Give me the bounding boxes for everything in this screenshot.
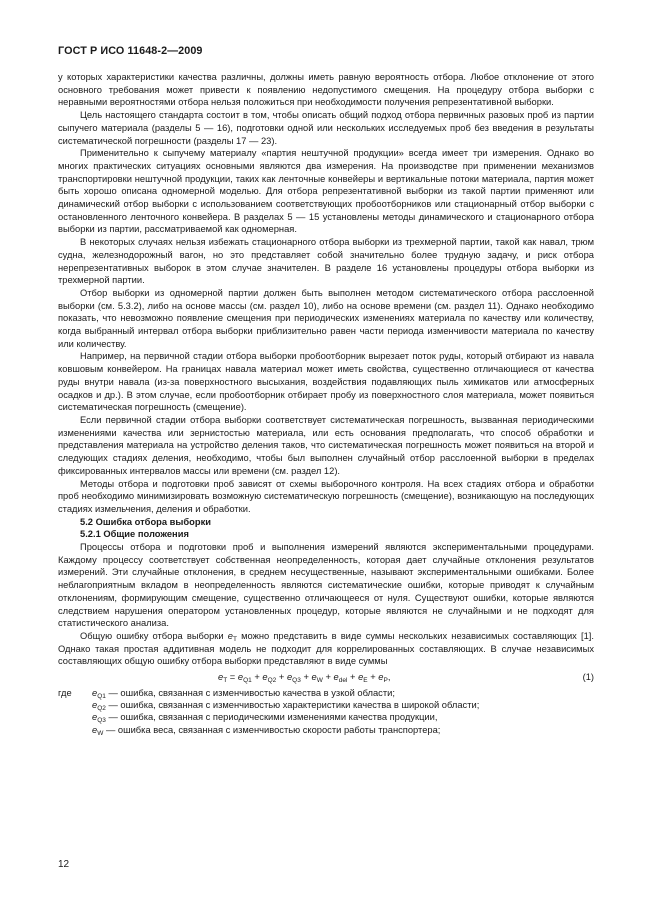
definitions-lead: где <box>58 688 72 699</box>
paragraph: Процессы отбора и подготовки проб и выполнения измерений являются экспериментальными процедурами. Каждому процессу соответствует собственная неопределенность, которая дает случайные отклонения результатов измерений. Эти случайные отклонения, в среднем несущественные, называют экспериментальными ошибками. Более неблагоприятным вкладом в неопределенность являются систематические ошибки, которые приводят к случайным отклонениям, формирующим смещение, существенно отличающееся от нуля. Существуют ошибки, которые являются следствием нарушения оператором установленных процедур, которые являются не случайными и не подходят для статистического анализа. <box>58 542 594 629</box>
page-body <box>58 71 594 736</box>
definition-text: — ошибка, связанная с изменчивостью характеристики качества в широкой области; <box>108 700 480 711</box>
section-heading-5-2-1: 5.2.1 Общие положения <box>80 529 189 540</box>
symbol-e-t: e <box>227 630 233 641</box>
document-header: ГОСТ Р ИСО 11648-2—2009 <box>58 45 203 57</box>
definition-item: $e_{Q3}$ — ошибка, связанная с периодическими изменениями качества продукции, <box>92 712 438 725</box>
paragraph-text: Общую ошибку отбора выборки <box>80 630 228 641</box>
formula <box>58 669 594 685</box>
formula-number: (1) <box>582 672 594 683</box>
paragraph-text: можно представить в виде суммы нескольких независимых составляющих [1]. Однако такая простая аддитивная модель не подходит для коррелированных составляющих. В случае независимых составляющих общую ошибку отбора выборки представляют в виде суммы <box>58 630 594 667</box>
paragraph: Применительно к сыпучему материалу «партия нештучной продукции» всегда имеет три измерения. Однако во многих практических ситуациях основными являются два измерения. На производстве при применении механизмов транспортировки нештучной продукции, таких как ленточные конвейеры и вертикальные потоки материала, партия может быть хорошо описана одномерной моделью. Для отбора репрезентативной выборки из такой партии применяют или динамический отбор выборки с использованием соответствующих пробоотборников или стационарный отбор выборки с остановленного ленточного конвейера. В разделах 5 — 15 установлены методы динамического и стационарного отбора выборки из партии, рассматриваемой как одномерная. <box>58 148 594 235</box>
formula-expression: $e_T = e_{Q1} + e_{Q2} + e_{Q3} + e_W + e_{del} + e_E + e_P$, <box>218 672 391 685</box>
definition-item: где $e_{Q1}$ — ошибка, связанная с изменчивостью качества в узкой области; <box>58 688 395 701</box>
page-number: 12 <box>58 859 70 870</box>
definition-text: — ошибка веса, связанная с изменчивостью скорости работы транспортера; <box>105 724 441 735</box>
definition-item: $e_{Q2}$ — ошибка, связанная с изменчивостью характеристики качества в широкой области; <box>92 700 480 713</box>
paragraph: В некоторых случаях нельзя избежать стационарного отбора выборки из трехмерной партии, такой как навал, трюм судна, железнодорожный вагон, но это представляет собой значительно более трудную задачу, и риск отбора нерепрезентативных выборок в этом случае значителен. В разделе 16 установлены процедуры отбора выборки из трехмерной партии. <box>58 237 594 286</box>
paragraph: Общую ошибку отбора выборки $e_T$ можно представить в виде суммы нескольких независимых составляющих [1]. Однако такая простая аддитивная модель не подходит для коррелированных составляющих. В случае независимых составляющих общую ошибку отбора выборки представляют в виде суммы <box>58 630 594 667</box>
paragraph: Отбор выборки из одномерной партии должен быть выполнен методом систематического отбора расслоенной выборки (см. 5.3.2), либо на основе массы (см. раздел 10), либо на основе времени (см. раздел 11). Однако необходимо показать, что невозможно появление смещения при периодических изменениях материала по качеству или количеству, когда выбранный интервал отбора выборки приблизительно равен части периода изменчивости материала по качеству или количеству. <box>58 287 594 349</box>
paragraph: Если первичной стадии отбора выборки соответствует систематическая погрешность, вызванная периодическими изменениями качества или зернистостью материала, или есть основания предполагать, что способ обработки и представления материала на устройство деления таков, что систематическая погрешность может появиться на второй и следующих стадиях деления, необходимо, чтобы был выполнен случайный отбор расслоенной выборки в пределах фиксированных интервалов массы или времени (см. раздел 12). <box>58 414 594 476</box>
section-heading-5-2: 5.2 Ошибка отбора выборки <box>80 516 211 527</box>
paragraph: Цель настоящего стандарта состоит в том, чтобы описать общий подход отбора первичных разовых проб из партии сыпучего материала (разделы 5 — 16), подготовки одной или нескольких исследуемых проб без введения в результаты систематической погрешности (разделы 17 — 23). <box>58 110 594 146</box>
paragraph: Методы отбора и подготовки проб зависят от схемы выборочного контроля. На всех стадиях отбора и обработки проб необходимо минимизировать возможную систематическую погрешность (смещение), возникающую на последующих стадиях измельчения, деления и обработки. <box>58 478 594 514</box>
paragraph: Например, на первичной стадии отбора выборки пробоотборник вырезает поток руды, который отбирают из навала ковшовым конвейером. На границах навала материал может иметь свойства, существенно отличающиеся от качества руды внутри навала (из-за поверхностного высыхания, воздействия подавляющих пыль химикатов или атмосферных осадков и др.). В этом случае, если пробоотборник отбирает пробу из поверхностного слоя материала, может появиться систематическая погрешность (смещение). <box>58 351 594 413</box>
definition-item: $e_W$ — ошибка веса, связанная с изменчивостью скорости работы транспортера; <box>92 724 441 737</box>
definition-text: — ошибка, связанная с периодическими изменениями качества продукции, <box>108 712 438 723</box>
definitions-list <box>58 687 594 736</box>
definition-text: — ошибка, связанная с изменчивостью качества в узкой области; <box>108 688 395 699</box>
paragraph: у которых характеристики качества различны, должны иметь равную вероятность отбора. Любое отклонение от этого основного требования может привести к появлению недопустимого смещения. На процедуру отбора выборки с неравными вероятностями отбора нельзя положиться при необходимости получения репрезентативной выборки. <box>58 72 594 108</box>
